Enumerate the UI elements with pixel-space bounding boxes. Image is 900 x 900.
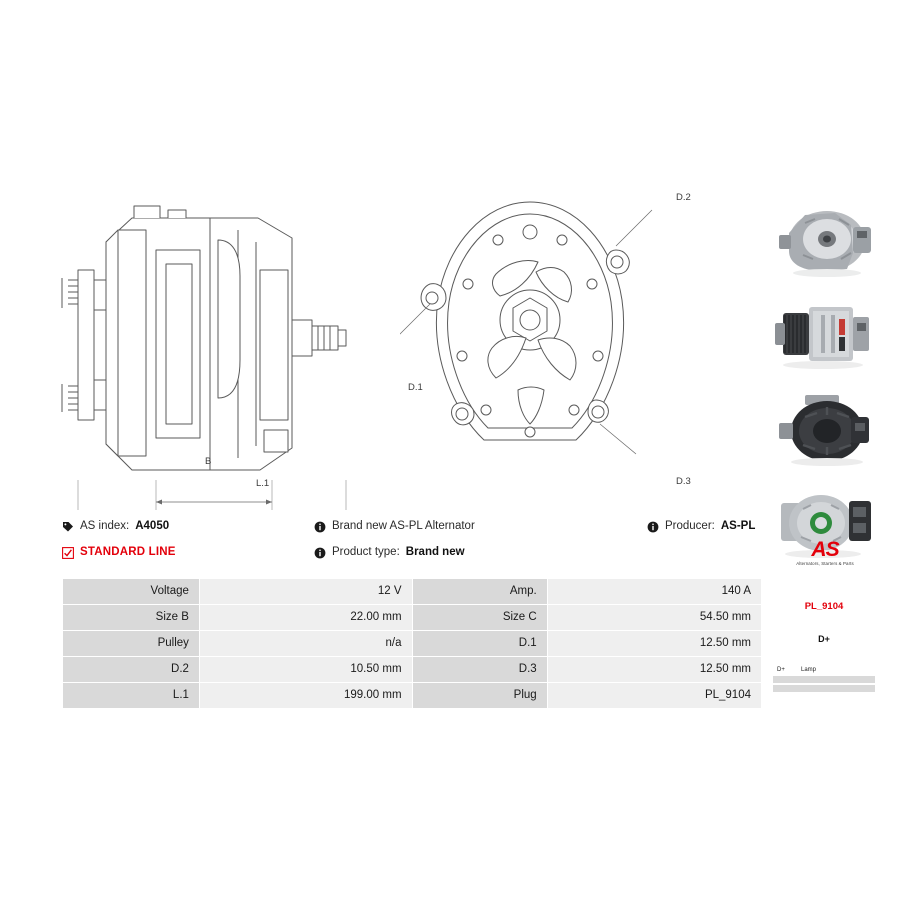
spec-key: Voltage [63,579,200,605]
spec-value: 12 V [199,579,412,605]
spec-value: 54.50 mm [547,605,761,631]
spec-value: 10.50 mm [199,657,412,683]
callout-label-d1: D.1 [408,382,423,393]
svg-text:Lamp: Lamp [801,667,817,673]
spec-key: Pulley [63,631,200,657]
info-icon-type [314,547,326,559]
spec-value: 199.00 mm [199,683,412,709]
standard-line-label: STANDARD LINE [80,546,176,558]
as-index-label: AS index: [80,520,130,532]
condition-text: Brand new AS-PL Alternator [332,520,475,532]
table-row [63,605,762,631]
producer-row [647,520,755,532]
spec-value: 22.00 mm [199,605,412,631]
standard-line-row [62,546,176,558]
tag-icon [62,521,74,533]
table-row [63,579,762,605]
product-photo-column [765,195,885,571]
product-type-row [314,546,465,558]
plug-code-label: PL_9104 [804,601,844,612]
technical-drawings [60,170,760,510]
callout-label-d2: D.2 [676,192,691,203]
spec-key: D.1 [412,631,547,657]
spec-key: Size B [63,605,200,631]
table-row [63,683,762,709]
spec-key: D.2 [63,657,200,683]
spec-value: n/a [199,631,412,657]
plug-pinout-diagram [765,660,883,700]
info-icon [314,521,326,533]
as-pl-logo-subtitle: Alternators, Starters & Parts [796,561,854,566]
specification-table [62,578,762,709]
dimension-label-l1: L.1 [256,478,270,489]
as-index-value: A4050 [135,520,170,532]
spec-value: 12.50 mm [547,631,761,657]
spec-key: Amp. [412,579,547,605]
product-photo-2[interactable] [765,289,883,377]
product-type-label: Product type: [332,546,400,558]
product-info-block [62,518,762,572]
dplus-label: D+ [818,634,830,644]
table-row [63,631,762,657]
product-type-value: Brand new [405,546,465,558]
spec-value: PL_9104 [547,683,761,709]
condition-row [314,520,475,532]
product-photo-3[interactable] [765,383,883,471]
dimension-label-b: B [205,456,212,467]
spec-value: 12.50 mm [547,657,761,683]
table-row [63,657,762,683]
info-icon-producer [647,521,659,533]
checkbox-icon [62,547,74,559]
alternator-side-view [60,180,390,515]
callout-label-d3: D.3 [676,476,691,487]
producer-label: Producer: [665,520,715,532]
alternator-front-view [400,188,660,483]
spec-key: L.1 [63,683,200,709]
as-index-row [62,520,169,532]
as-pl-logo-mark: AS [811,538,839,561]
svg-text:D+: D+ [777,667,785,673]
spec-key: D.3 [412,657,547,683]
spec-value: 140 A [547,579,761,605]
spec-key: Plug [412,683,547,709]
spec-key: Size C [412,605,547,631]
producer-value: AS-PL [720,520,756,532]
as-pl-logo [790,540,860,566]
product-photo-1[interactable] [765,195,883,283]
